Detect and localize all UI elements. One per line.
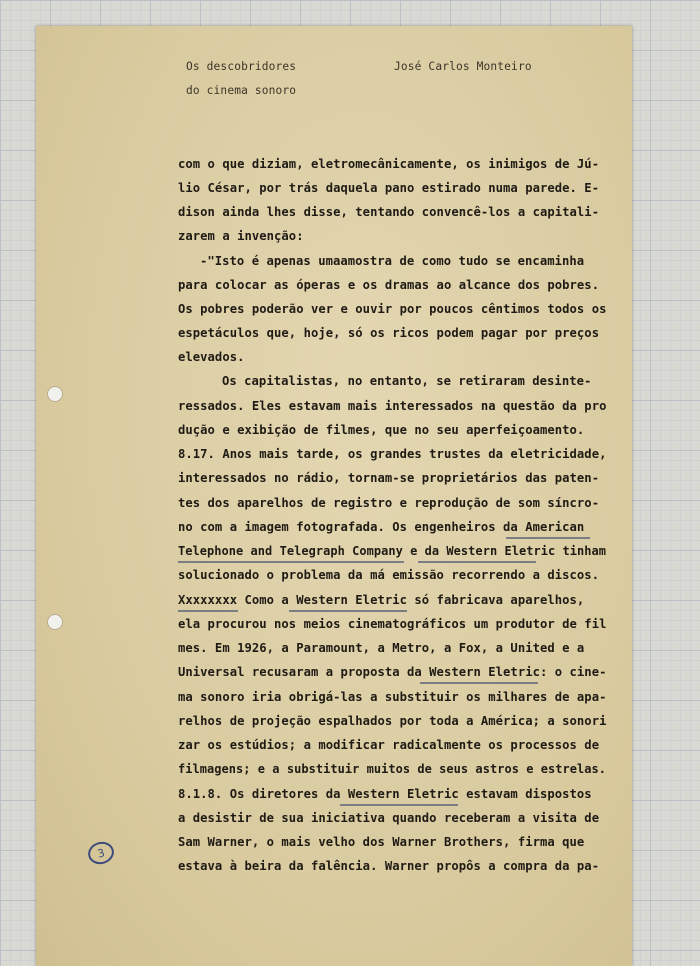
underline-western-eletric [289,610,407,612]
text-line: Os pobres poderão ver e ouvir por poucos cêntimos todos os [178,302,607,316]
margin-page-mark: 3 [86,839,117,867]
underline-american [506,537,590,539]
text-line: Sam Warner, o mais velho dos Warner Brothers, firma que [178,835,585,849]
title-line-1: Os descobridores [186,60,297,73]
text-line: zar os estúdios; a modificar radicalmente os processos de [178,738,600,752]
text-line: relhos de projeção espalhados por toda a América; a sonori [178,714,607,728]
text-line: 8.1.8. Os diretores da Western Eletric estavam dispostos [178,787,592,801]
text-line: Telephone and Telegraph Company e da Western Eletric tinham [178,544,607,558]
text-line: interessados no rádio, tornam-se proprietários das paten- [178,471,600,485]
text-line: zarem a invenção: [178,229,304,243]
underline-western-eletric [418,561,536,563]
text-line: ela procurou nos meios cinematográficos um produtor de fil [178,617,607,631]
text-line: no com a imagem fotografada. Os engenheiros da American [178,520,585,534]
text-line: mes. Em 1926, a Paramount, a Metro, a Fox, a United e a [178,641,585,655]
author-name: José Carlos Monteiro [394,60,532,73]
title-line-2: do cinema sonoro [186,84,297,97]
text-line: Os capitalistas, no entanto, se retiraram desinte- [222,374,592,388]
text-line: Xxxxxxxx Como a Western Eletric só fabricava aparelhos, [178,593,585,607]
punch-hole-top [47,386,63,402]
text-line: 8.17. Anos mais tarde, os grandes trustes da eletricidade, [178,447,607,461]
text-line: solucionado o problema da má emissão recorrendo a discos. [178,568,600,582]
text-line: dução e exibição de filmes, que no seu aperfeiçoamento. [178,423,585,437]
text-line: espetáculos que, hoje, só os ricos podem pagar por preços [178,326,600,340]
text-line: estava à beira da falência. Warner propôs a compra da pa- [178,859,600,873]
text-line: lio César, por trás daquela pano estirado numa parede. E- [178,181,600,195]
underline-western-eletric [340,804,458,806]
punch-hole-bottom [47,614,63,630]
text-line: ressados. Eles estavam mais interessados na questão da pro [178,399,607,413]
strikeout-mark [178,610,238,612]
text-line: filmagens; e a substituir muitos de seus astros e estrelas. [178,762,607,776]
underline-att [178,561,404,563]
text-line: com o que diziam, eletromecânicamente, os inimigos de Jú- [178,157,600,171]
underline-western-eletric [420,682,538,684]
text-line: dison ainda lhes disse, tentando convencê-los a capitali- [178,205,600,219]
text-line: tes dos aparelhos de registro e reprodução de som síncro- [178,496,600,510]
text-line: -"Isto é apenas umaamostra de como tudo se encaminha [200,254,585,268]
text-line: para colocar as óperas e os dramas ao alcance dos pobres. [178,278,600,292]
text-line: a desistir de sua iniciativa quando receberam a visita de [178,811,600,825]
text-line: elevados. [178,350,245,364]
text-line: ma sonoro iria obrigá-las a substituir os milhares de apa- [178,690,607,704]
text-line: Universal recusaram a proposta da Western Eletric: o cine- [178,665,607,679]
